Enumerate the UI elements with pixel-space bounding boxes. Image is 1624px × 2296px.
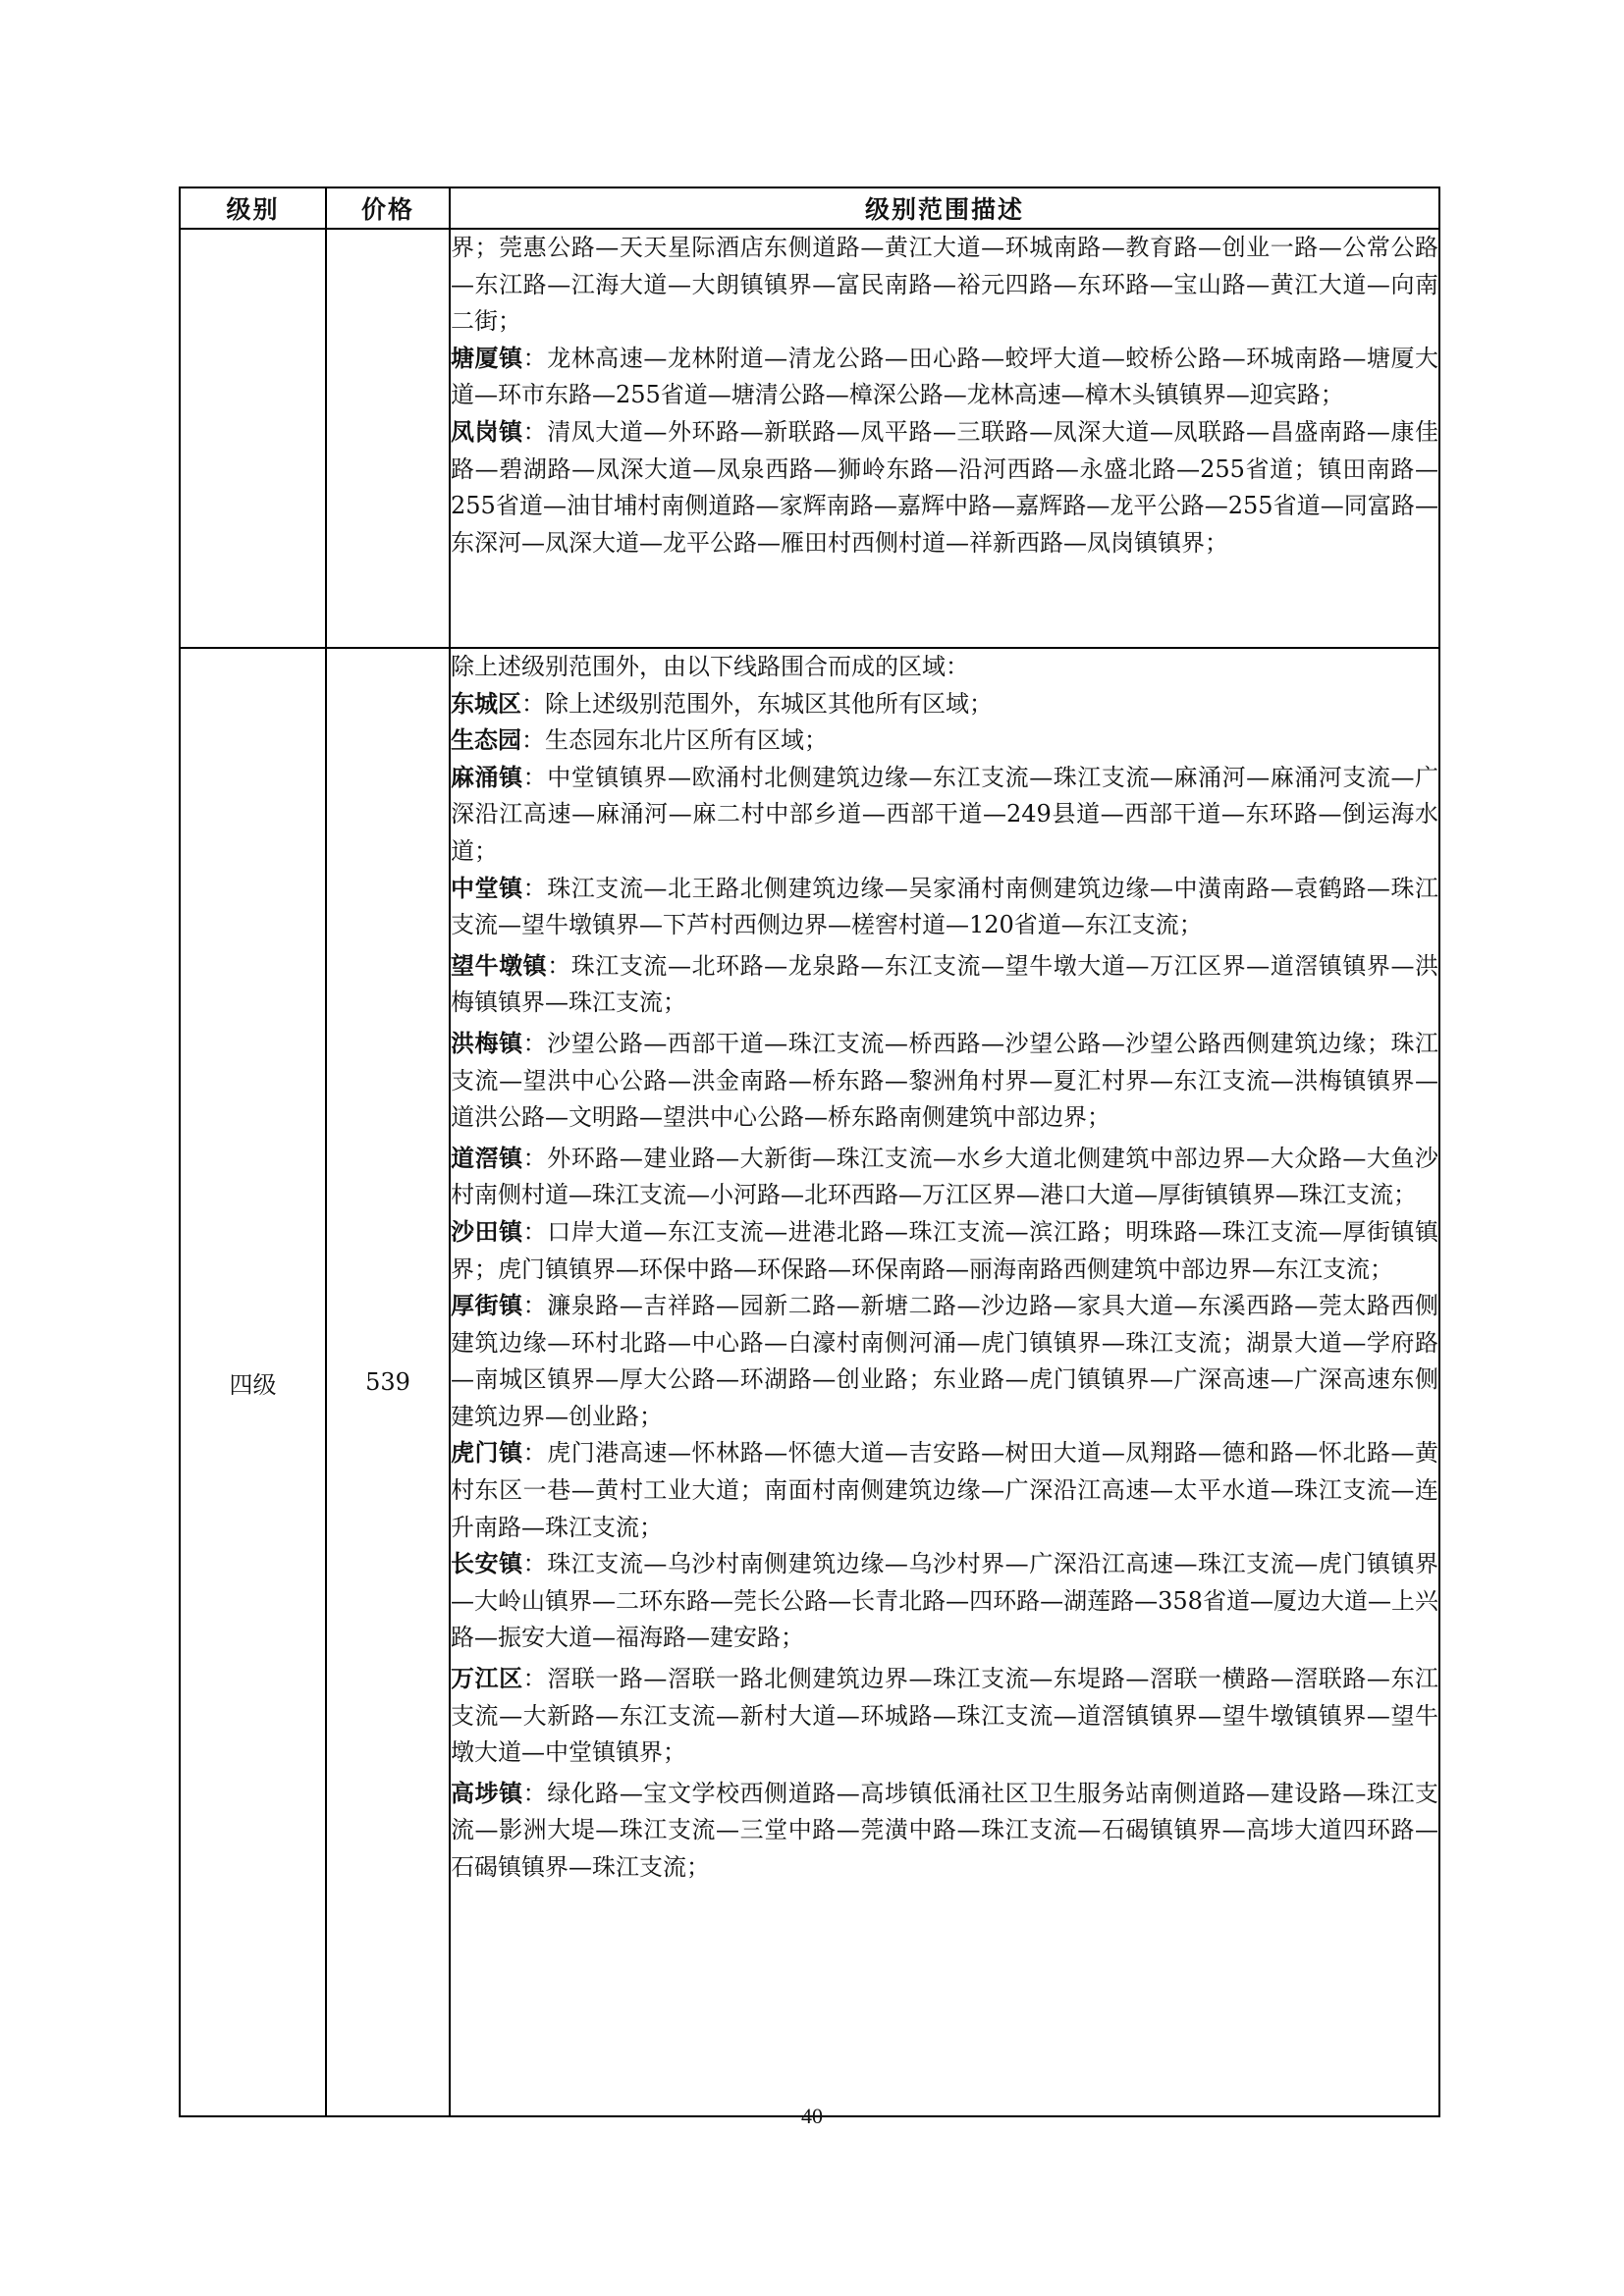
description-cell [450, 648, 1439, 2116]
header-description: 级别范围描述 [450, 187, 1439, 229]
town-label: 洪梅镇 [451, 1029, 523, 1057]
entry-text: ：口岸大道—东江支流—进港北路—珠江支流—滨江路；明珠路—珠江支流—厚街镇镇界；虎门镇镇界—环保中路—环保路—环保南路—丽海南路西侧建筑中部边界—东江支流； [451, 1217, 1439, 1283]
town-label: 厚街镇 [451, 1292, 523, 1320]
entry-text: ：绿化路—宝文学校西侧道路—高埗镇低涌社区卫生服务站南侧道路—建设路—珠江支流—影洲大堤—珠江支流—三堂中路—莞潢中路—珠江支流—石碣镇镇界—高埗大道四环路—石碣镇镇界—珠江支流； [451, 1779, 1439, 1881]
town-label: 长安镇 [451, 1550, 523, 1578]
entry-text: ：外环路—建业路—大新街—珠江支流—水乡大道北侧建筑中部边界—大众路—大鱼沙村南侧村道—珠江支流—小河路—北环西路—万江区界—港口大道—厚街镇镇界—珠江支流； [451, 1144, 1439, 1209]
town-label: 麻涌镇 [451, 763, 523, 791]
description-entry [451, 1776, 1438, 1887]
header-price: 价格 [326, 187, 450, 229]
header-grade: 级别 [180, 187, 326, 229]
entry-text: ：珠江支流—北王路北侧建筑边缘—吴家涌村南侧建筑边缘—中潢南路—袁鹤路—珠江支流—望牛墩镇界—下芦村西侧边界—槎窖村道—120省道—东江支流； [451, 874, 1439, 939]
entry-text: ：清凤大道—外环路—新联路—凤平路—三联路—凤深大道—凤联路—昌盛南路—康佳路—碧湖路—凤深大道—凤泉西路—狮岭东路—沿河西路—永盛北路—255省道；镇田南路—255省道—油甘埔村南侧道路—家辉南路—嘉辉中路—嘉辉路—龙平公路—255省道—同富路—东深河—凤深大道—龙平公路—雁田村西侧村道—祥新西路—凤岗镇镇界； [451, 417, 1439, 557]
town-label: 虎门镇 [451, 1439, 523, 1468]
description-entry [451, 649, 1438, 686]
grade-cell [180, 229, 326, 648]
description-cell [450, 229, 1439, 648]
description-entry [451, 1288, 1438, 1435]
entry-text: ：珠江支流—乌沙村南侧建筑边缘—乌沙村界—广深沿江高速—珠江支流—虎门镇镇界—大岭山镇界—二环东路—莞长公路—长青北路—四环路—湖莲路—358省道—厦边大道—上兴路—振安大道—福海路—建安路； [451, 1550, 1439, 1652]
description-entry [451, 871, 1438, 944]
town-label: 道滘镇 [451, 1144, 523, 1172]
entry-text: ：除上述级别范围外，东城区其他所有区域； [521, 689, 993, 718]
entry-text: ：中堂镇镇界—欧涌村北侧建筑边缘—东江支流—珠江支流—麻涌河—麻涌河支流—广深沿江高速—麻涌河—麻二村中部乡道—西部干道—249县道—西部干道—东环路—倒运海水道； [451, 763, 1439, 865]
town-label: 中堂镇 [451, 874, 523, 902]
description-entry [451, 760, 1438, 871]
entry-text: ：生态园东北片区所有区域； [521, 726, 828, 755]
description-entry [451, 341, 1438, 414]
description-entry [451, 1546, 1438, 1657]
entry-text: ：滘联一路—滘联一路北侧建筑边界—珠江支流—东堤路—滘联一横路—滘联路—东江支流—大新路—东江支流—新村大道—环城路—珠江支流—道滘镇镇界—望牛墩镇镇界—望牛墩大道—中堂镇镇界； [451, 1665, 1439, 1767]
page-number: 40 [801, 2104, 823, 2128]
description-entry [451, 1435, 1438, 1546]
entry-text: ：珠江支流—北环路—龙泉路—东江支流—望牛墩大道—万江区界—道滘镇镇界—洪梅镇镇界—珠江支流； [451, 951, 1439, 1017]
description-entry [451, 1214, 1438, 1288]
entry-text: 界；莞惠公路—天天星际酒店东侧道路—黄江大道—环城南路—教育路—创业一路—公常公路—东江路—江海大道—大朗镇镇界—富民南路—裕元四路—东环路—宝山路—黄江大道—向南二街； [451, 234, 1438, 336]
town-label: 塘厦镇 [451, 344, 523, 372]
table-row [180, 229, 1439, 648]
town-label: 高埗镇 [451, 1779, 523, 1807]
grade-table [179, 187, 1440, 2117]
grade-cell: 四级 [180, 648, 326, 2116]
description-entry [451, 230, 1438, 341]
entry-text: ：濂泉路—吉祥路—园新二路—新塘二路—沙边路—家具大道—东溪西路—莞太路西侧建筑边缘—环村北路—中心路—白濠村南侧河涌—虎门镇镇界—珠江支流；湖景大道—学府路—南城区镇界—厚大公路—环湖路—创业路；东业路—虎门镇镇界—广深高速—广深高速东侧建筑边界—创业路； [451, 1292, 1439, 1430]
entry-text: 除上述级别范围外，由以下线路围合而成的区域： [451, 653, 969, 680]
description-entry [451, 1661, 1438, 1772]
entry-text: ：沙望公路—西部干道—珠江支流—桥西路—沙望公路—沙望公路西侧建筑边缘；珠江支流—望洪中心公路—洪金南路—桥东路—黎洲角村界—夏汇村界—东江支流—洪梅镇镇界—道洪公路—文明路—望洪中心公路—桥东路南侧建筑中部边界； [451, 1029, 1439, 1132]
description-entry [451, 722, 1438, 760]
description-entry [451, 948, 1438, 1022]
town-label: 凤岗镇 [451, 417, 523, 446]
price-cell: 539 [326, 648, 450, 2116]
table-row [180, 648, 1439, 2116]
description-entry [451, 686, 1438, 723]
table-header-row [180, 187, 1439, 229]
town-label: 望牛墩镇 [451, 951, 548, 980]
town-label: 生态园 [451, 726, 521, 755]
entry-text: ：龙林高速—龙林附道—清龙公路—田心路—蛟坪大道—蛟桥公路—环城南路—塘厦大道—环市东路—255省道—塘清公路—樟深公路—龙林高速—樟木头镇镇界—迎宾路； [451, 344, 1439, 409]
description-entry [451, 414, 1438, 561]
price-cell [326, 229, 450, 648]
town-label: 东城区 [451, 689, 521, 718]
town-label: 沙田镇 [451, 1217, 523, 1246]
town-label: 万江区 [451, 1665, 523, 1693]
description-entry [451, 1141, 1438, 1214]
entry-text: ：虎门港高速—怀林路—怀德大道—吉安路—树田大道—凤翔路—德和路—怀北路—黄村东区一巷—黄村工业大道；南面村南侧建筑边缘—广深沿江高速—太平水道—珠江支流—连升南路—珠江支流； [451, 1439, 1439, 1541]
description-entry [451, 1026, 1438, 1137]
